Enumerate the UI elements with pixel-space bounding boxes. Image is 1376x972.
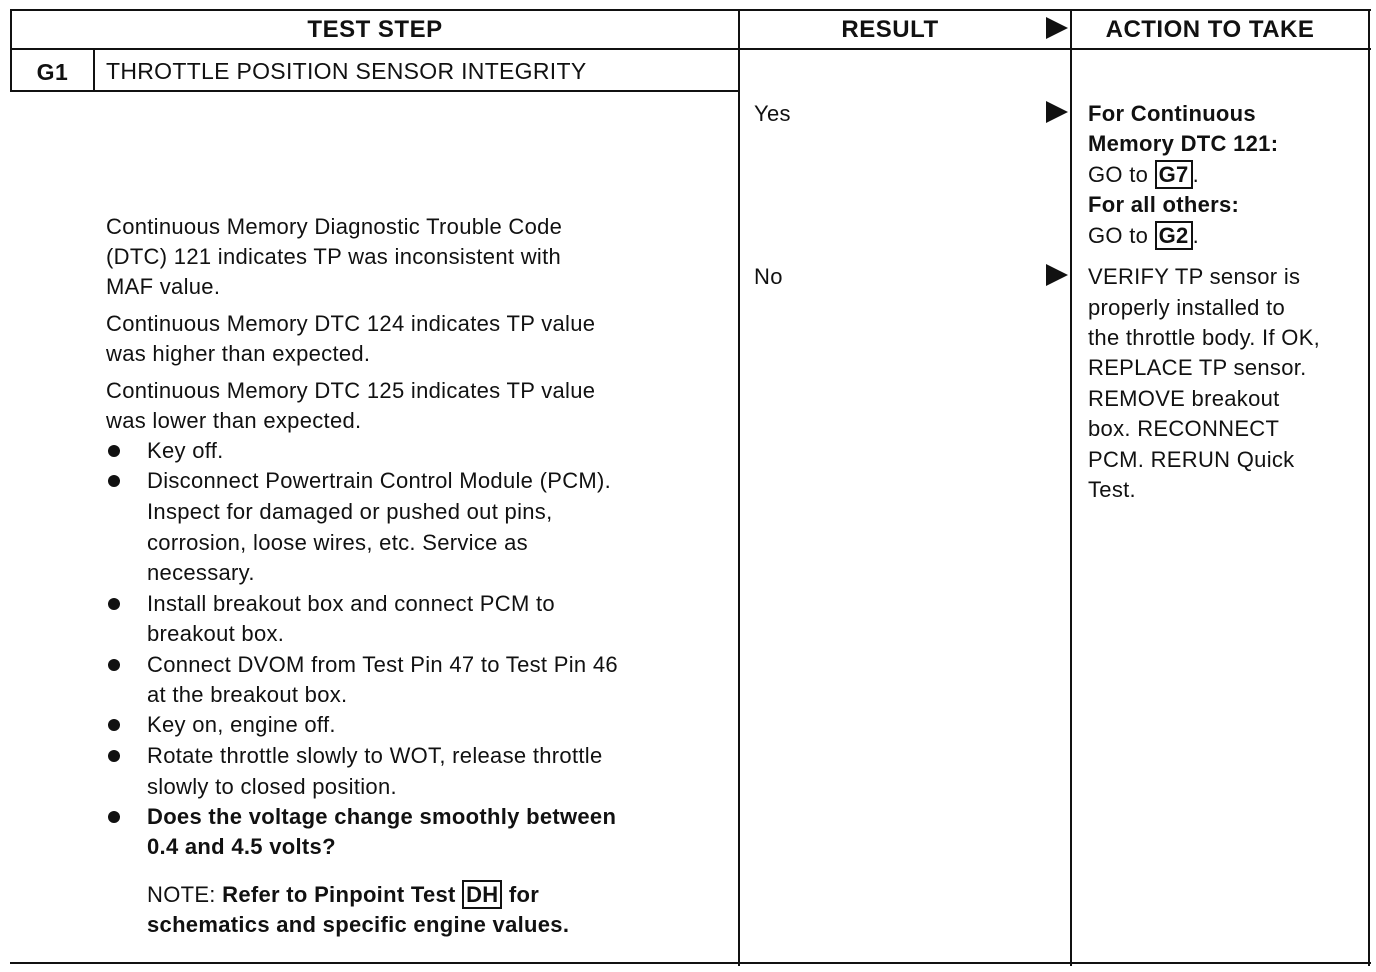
result-no: No bbox=[754, 264, 783, 289]
step-id-divider bbox=[93, 48, 95, 91]
note-line-2: schematics and specific engine values. bbox=[147, 912, 570, 937]
result-column-left-border bbox=[738, 9, 740, 966]
bullet-dot-icon bbox=[108, 475, 120, 487]
header-result: RESULT bbox=[841, 16, 939, 43]
bullet-dot-icon bbox=[108, 811, 120, 823]
action-column-left-border bbox=[1070, 9, 1072, 966]
header-arrow-icon bbox=[1046, 17, 1068, 39]
step-title-bottom-border bbox=[10, 90, 740, 92]
no-arrow-icon bbox=[1046, 264, 1068, 286]
table-top-border bbox=[10, 9, 1371, 11]
goto-g2-link[interactable]: G2 bbox=[1155, 221, 1193, 250]
bullet-dot-icon bbox=[108, 445, 120, 457]
yes-arrow-icon bbox=[1046, 101, 1068, 123]
table-right-border bbox=[1368, 9, 1370, 966]
pinpoint-test-ref-link[interactable]: DH bbox=[462, 880, 502, 909]
bullet-dot-icon bbox=[108, 598, 120, 610]
note: NOTE: Refer to Pinpoint Test DH for bbox=[147, 882, 540, 907]
bullet-dot-icon bbox=[108, 659, 120, 671]
result-yes: Yes bbox=[754, 101, 791, 126]
bullet-dot-icon bbox=[108, 719, 120, 731]
bullet-dot-icon bbox=[108, 750, 120, 762]
header-bottom-border bbox=[10, 48, 1371, 50]
header-action-to-take: ACTION TO TAKE bbox=[1105, 16, 1315, 43]
table-bottom-border bbox=[10, 962, 1371, 964]
goto-g7-link[interactable]: G7 bbox=[1155, 160, 1193, 189]
step-id: G1 bbox=[36, 59, 69, 85]
step-title: THROTTLE POSITION SENSOR INTEGRITY bbox=[106, 58, 587, 84]
header-test-step: TEST STEP bbox=[307, 16, 443, 43]
